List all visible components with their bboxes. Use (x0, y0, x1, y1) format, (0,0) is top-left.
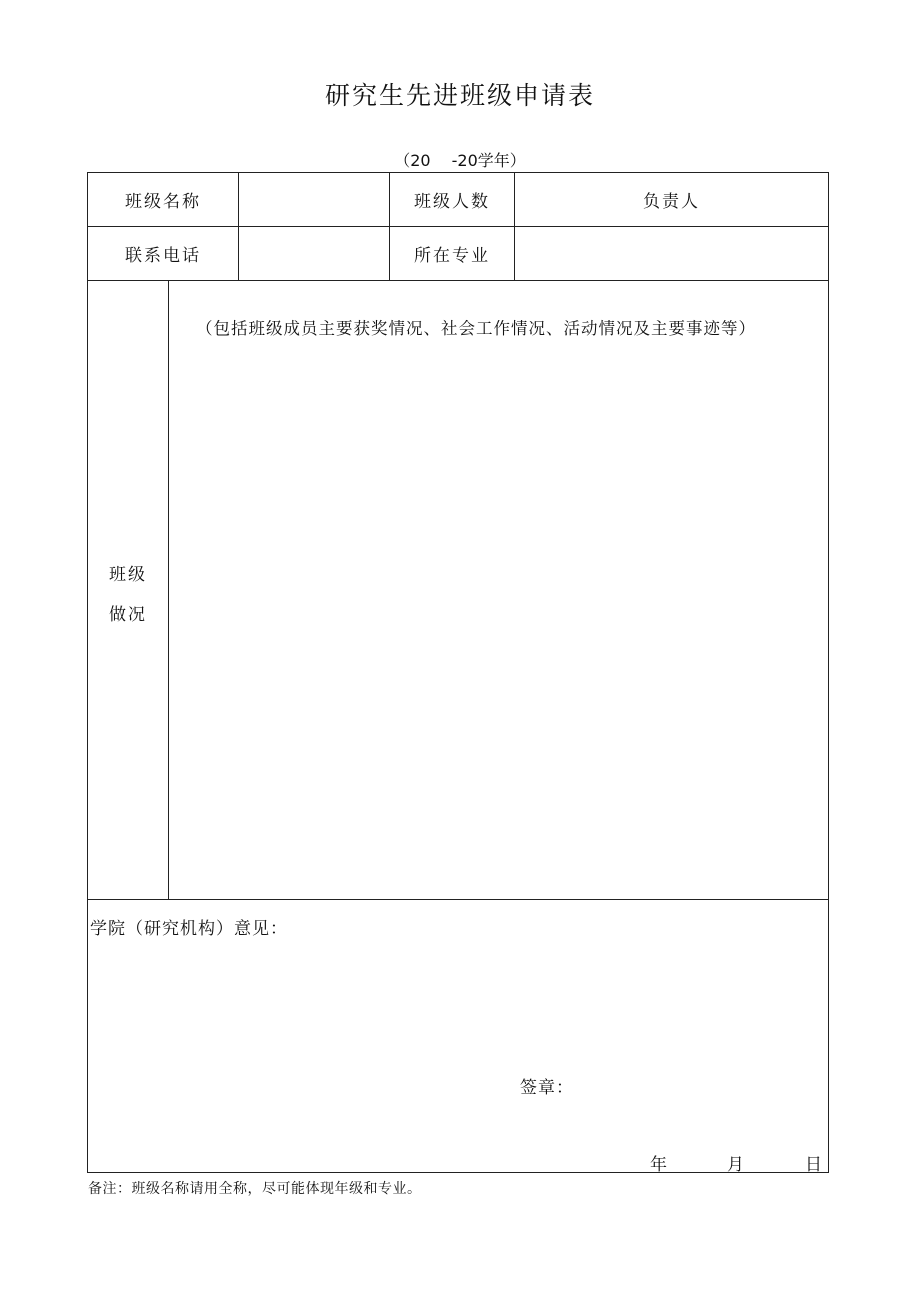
situation-label-line2: 做况 (109, 605, 147, 625)
phone-field[interactable] (239, 227, 389, 280)
class-name-field[interactable] (239, 173, 389, 226)
situation-label-line1: 班级 (109, 565, 147, 585)
leader-label: 负责人 (643, 192, 700, 212)
major-field[interactable] (515, 227, 828, 280)
date-year: 年 (650, 1155, 667, 1175)
academic-year-line: （20 -20学年） (394, 151, 526, 170)
class-size-label: 班级人数 (414, 192, 490, 212)
phone-label: 联系电话 (125, 246, 201, 266)
form-title: 研究生先进班级申请表 (324, 81, 595, 110)
signature-label: 签章： (520, 1078, 574, 1098)
row-divider-2 (87, 280, 829, 281)
situation-instructions-text: （包括班级成员主要获奖情况、社会工作情况、活动情况及主要事迹等） (196, 319, 756, 338)
major-label: 所在专业 (414, 246, 490, 266)
class-name-label: 班级名称 (125, 192, 201, 212)
row-divider-3 (87, 899, 829, 900)
footnote: 备注：班级名称请用全称，尽可能体现年级和专业。 (88, 1181, 422, 1197)
situation-col-divider (168, 280, 169, 899)
situation-label (88, 555, 168, 635)
date-day: 日 (805, 1155, 822, 1175)
situation-instructions[interactable] (172, 312, 812, 346)
date-month: 月 (727, 1155, 744, 1175)
college-opinion-label: 学院（研究机构）意见： (90, 919, 288, 939)
